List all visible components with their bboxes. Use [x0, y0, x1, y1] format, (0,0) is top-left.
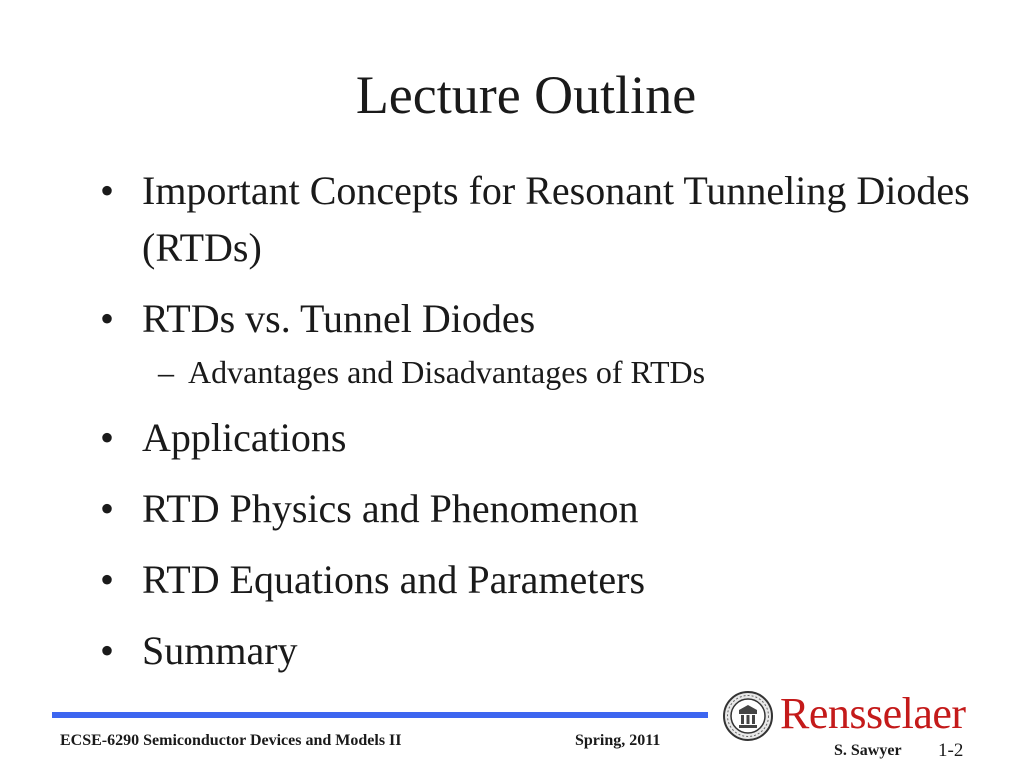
rensselaer-logo: Rensselaer — [780, 689, 966, 738]
bullet-item — [100, 480, 980, 537]
slide-title: Lecture Outline — [355, 65, 697, 125]
bullet-item — [100, 622, 980, 679]
footer-rule — [52, 712, 708, 718]
page-number: 1-2 — [938, 740, 964, 761]
bullet-text: Important Concepts for Resonant Tunneling Diodes (RTDs) — [142, 168, 970, 270]
footer-course: ECSE-6290 Semiconductor Devices and Models II — [60, 732, 402, 749]
rensselaer-seal-icon — [722, 690, 774, 742]
bullet-text: RTDs vs. Tunnel Diodes — [142, 296, 536, 341]
sub-bullet-text: Advantages and Disadvantages of RTDs — [188, 354, 706, 390]
bullet-marker: • — [100, 557, 115, 602]
bullet-marker: • — [100, 628, 115, 673]
sub-bullet-marker: – — [158, 354, 174, 390]
sub-bullet-item — [100, 349, 980, 395]
bullet-marker: • — [100, 168, 115, 213]
footer-term: Spring, 2011 — [575, 732, 661, 749]
bullet-item — [100, 162, 980, 276]
bullet-marker: • — [100, 296, 115, 341]
bullet-marker: • — [100, 486, 115, 531]
bullet-item — [100, 409, 980, 466]
bullet-item — [100, 551, 980, 608]
bullet-text: Summary — [142, 628, 298, 673]
bullet-marker: • — [100, 415, 115, 460]
bullet-text: Applications — [142, 415, 347, 460]
footer-author: S. Sawyer — [834, 742, 902, 759]
bullet-item — [100, 290, 980, 347]
bullet-text: RTD Equations and Parameters — [142, 557, 646, 602]
bullet-list — [100, 162, 980, 679]
bullet-text: RTD Physics and Phenomenon — [142, 486, 639, 531]
